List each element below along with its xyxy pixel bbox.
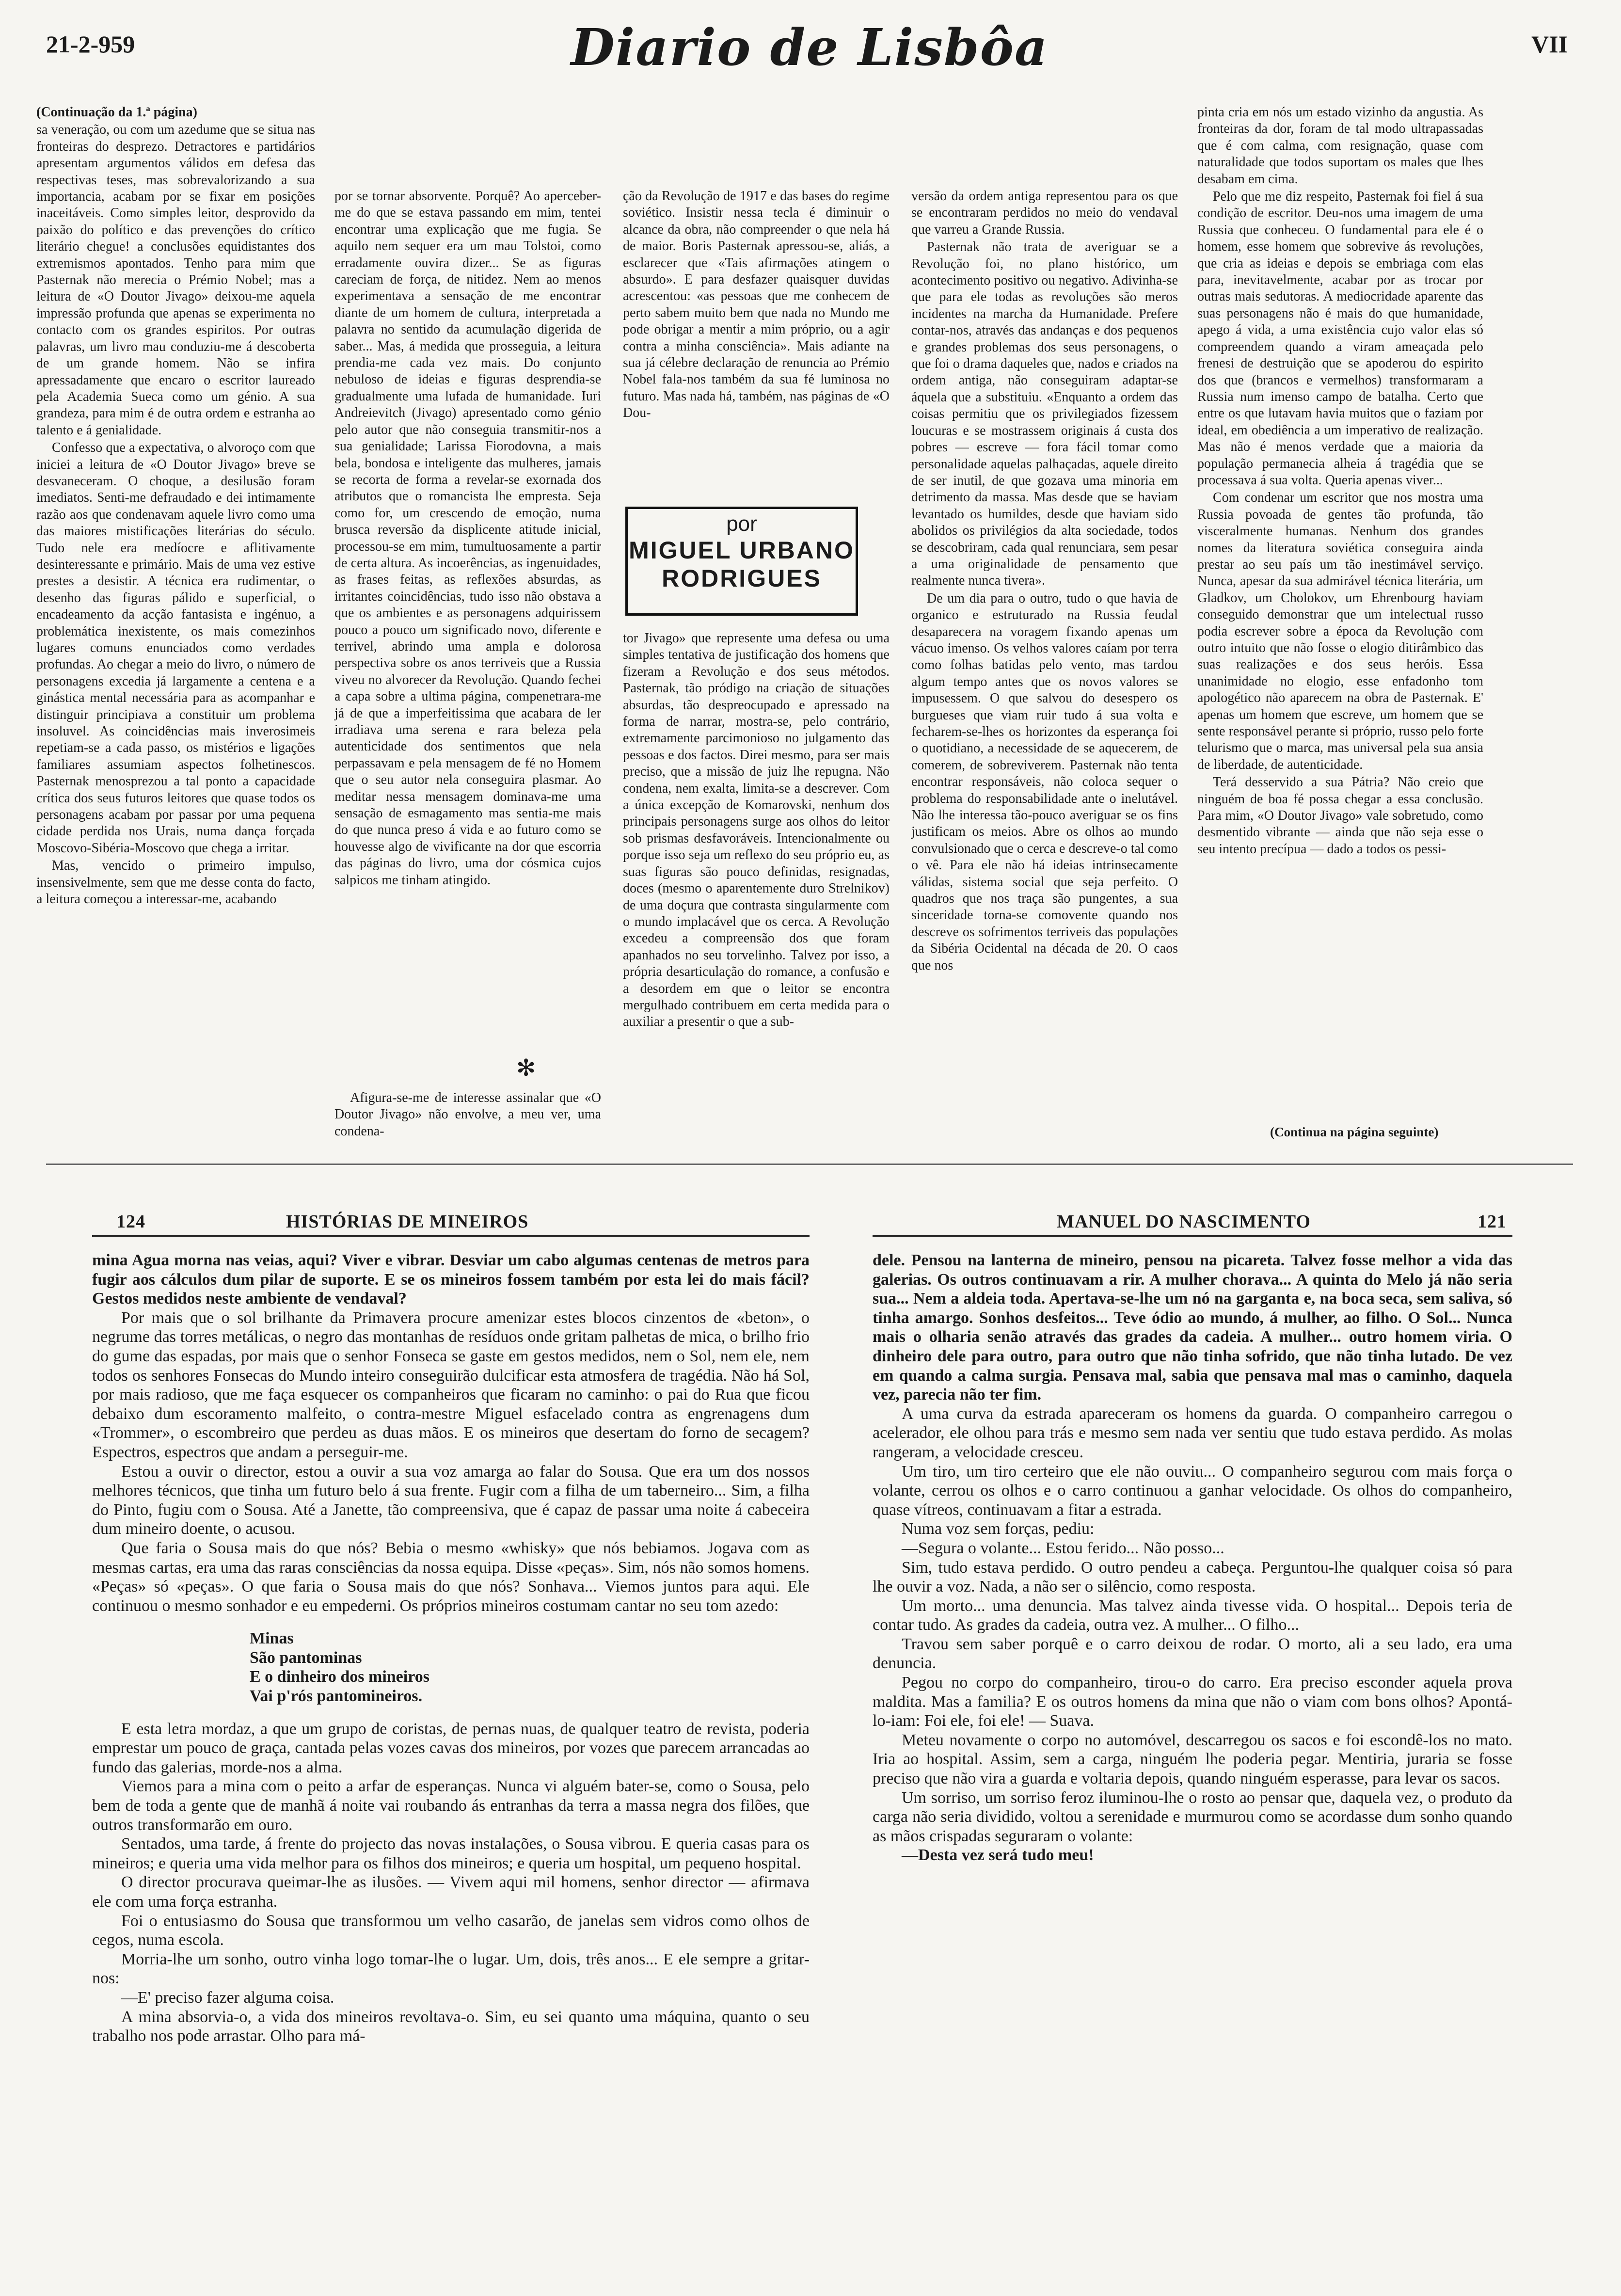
book-left-page-number: 124 (116, 1212, 145, 1232)
book-paragraph: —Desta vez será tudo meu! (902, 1846, 1094, 1865)
book-left-running-title: HISTÓRIAS DE MINEIROS (286, 1212, 529, 1232)
article-paragraph: versão da ordem antiga representou para os que se encontraram perdidos no meio do vendaval que varreu a Grande Russia. (911, 189, 1178, 237)
poem-stanza (250, 1629, 810, 1706)
bleed-through-ghost (334, 99, 1086, 172)
book-paragraph: A uma curva da estrada apareceram os homens da guarda. O companheiro carregou o acelerador, ele olhou para trás e mesmo sem nada ver sentiu que tudo estava perdido. As molas rangeram, a velocidade cresceu. (873, 1404, 1512, 1461)
book-right-page-number: 121 (1478, 1212, 1507, 1232)
book-paragraph: —E' preciso fazer alguma coisa. (121, 1988, 334, 2007)
book-right-running-title: MANUEL DO NASCIMENTO (1057, 1212, 1311, 1232)
book-paragraph: Sim, tudo estava perdido. O outro pendeu a cabeça. Perguntou-lhe qualquer coisa só para lhe ouvir a voz. Nada, a não ser o silêncio, como resposta. (873, 1558, 1512, 1596)
article-column-1 (36, 104, 315, 909)
poem-line: Vai p'rós pantomineiros. (250, 1687, 423, 1706)
byline-name-1: MIGUEL URBANO (629, 537, 855, 564)
article-paragraph: Confesso que a expectativa, o alvoroço com que iniciei a leitura de «O Doutor Jivago» breve se desvaneceram. O choque, a desilusão foram imediatos. Senti-me defraudado e dei intimamente razão aos que condenavam aquele livro como uma das maiores mistificações literárias do século. Tudo nele era medíocre e aflitivamente desinteressante e primário. Mais de uma vez estive prestes a desistir. A técnica era rudimentar, o desenho das figuras pálido e superficial, o encadeamento da acção fantasista e ingénuo, a problemática inexistente, os mais comezinhos lugares comuns enunciados como verdades profundas. Ao chegar a meio do livro, o número de personagens excedia já largamente a centena e a ginástica mental necessária para as acompanhar e distinguir principiava a constituir um problema insoluvel. As coincidências mais inverosimeis repetiam-se a cada passo, os mistérios e ligações familiares assumiam aspectos folhetinescos. Pasternak menosprezou a tal ponto a capacidade crítica dos seus futuros leitores que quase todos os personagens acabam por passar por uma pequena cidade perdida nos Urais, numa dança forçada Moscovo-Sibéria-Moscovo que chega a irritar. (36, 440, 315, 856)
book-paragraph: Um sorriso, um sorriso feroz iluminou-lhe o rosto ao pensar que, daquela vez, o produto da carga não seria dividido, voltou a serenidade e murmurou como se acordasse dum sonho quando as mãos crispadas seguraram o volante: (873, 1788, 1512, 1845)
poem-line: Minas (250, 1629, 294, 1648)
article-paragraph: De um dia para o outro, tudo o que havia de organico e estruturado na Russia feudal desaparecera na voragem fixando apenas um vácuo imenso. Os velhos valores caíam por terra como folhas batidas pelo vento, mas tardou algum tempo antes que os novos valores se impusessem. O que salvou do desespero os burgueses que viam ruir tudo á sua volta e fecharem-se-lhes os horizontes da esperança foi o quotidiano, a necessidade de se aquecerem, de comerem, de sobreviverem. Pasternak não tenta encontrar responsáveis, não coloca sequer o problema do responsabilidade ante o inelutável. Não lhe interessa tão-pouco averiguar se os fins justificam os meios. Abre os olhos ao mundo convulsionado que o cerca e descreve-o tal como o vê. Para ele não há ideias intrinsecamente válidas, sistema social que seja perfeito. O quadros que nos traça são pungentes, a sua sinceridade torna-se comovente quando nos descreve os sofrimentos terriveis das populações da Sibéria Ocidental na década de 20. O caos que nos (911, 590, 1178, 973)
book-paragraph: Que faria o Sousa mais do que nós? Bebia o mesmo «whisky» que nós bebiamos. Jogava com as mesmas cartas, era uma das raras consciências da nossa equipa. Disse «peças». Sim, nós não somos homens. «Peças» só «peças». O que faria o Sousa mais do que nós? Sonhava... Viemos juntos para aqui. Ele continuou o mesmo sonhador e eu empederni. Os próprios mineiros costumam cantar no seu tom azedo: (92, 1539, 810, 1615)
book-paragraph: —Segura o volante... Estou ferido... Não posso... (902, 1539, 1224, 1557)
poem-line: São pantominas (250, 1648, 362, 1667)
book-paragraph: Estou a ouvir o director, estou a ouvir a sua voz amarga ao falar do Sousa. Que era um dos nossos melhores técnicos, que tinha um futuro belo á sua frente. Fugir com a filha de um taberneiro... Sim, a filha do Pinto, fugiu com o Sousa. Até a Janette, tão compreensiva, que é capaz de passar uma noite á cabeceira dum mineiro doente, o acusou. (92, 1462, 810, 1538)
book-paragraph: E esta letra mordaz, a que um grupo de coristas, de pernas nuas, de qualquer teatro de revista, poderia emprestar um pouco de graça, cantada pelas vozes cavas dos mineiros, por vozes que parecem arrancadas ao fundo das galerias, morde-nos a alma. (92, 1720, 810, 1776)
book-left-rule (92, 1235, 810, 1237)
book-paragraph: Um morto... uma denuncia. Mas talvez ainda tivesse vida. O hospital... Depois teria de contar tudo. As grades da cadeia, outra vez. A mulher... O filho... (873, 1596, 1512, 1634)
article-paragraph: ção da Revolução de 1917 e das bases do regime soviético. Insistir nessa tecla é diminuir o alcance da obra, não compreender o que nela há de maior. Boris Pasternak apressou-se, aliás, a esclarecer que «Tais afirmações atingem o absurdo». E para desfazer quaisquer duvidas acrescentou: «as pessoas que me conhecem de perto sabem muito bem que nada no Mundo me pode obrigar a mentir a mim próprio, ou a agir contra a minha consciência». Mais adiante na sua já célebre declaração de renuncia ao Prémio Nobel fala-nos também da sua fé luminosa no futuro. Mas nada há, também, nas páginas de «O Dou- (623, 189, 890, 421)
article-column-3a (623, 188, 890, 423)
continuation-note: (Continuação da 1.ª página) (36, 105, 198, 120)
book-paragraph: dele. Pensou na lanterna de mineiro, pensou na picareta. Talvez fosse melhor a vida das galerias. Os outros continuavam a rir. A mulher chorava... A quinta do Melo já não seria sua... Nem a aldeia toda. Apertava-se-lhe um nó na garganta e, na boca seca, sem saliva, só tinha amargo. Sonhos desfeitos... Teve ódio ao mundo, á mulher, ao filho. O Sol... Nunca mais o olharia senão através das grades da cadeia. A mulher... outro homem viria. O dinheiro dele para outro, para outro que não tinha sofrido, que não tinha lutado. De vez em quando a calma surgia. Pensava mal, sabia que pensava mal mas o caminho, daquela vez, parecia não ter fim. (873, 1251, 1512, 1404)
book-paragraph: Por mais que o sol brilhante da Primavera procure amenizar estes blocos cinzentos de «beton», o negrume das torres metálicas, o negro das montanhas de resíduos onde gritam palhetas de mica, o brilho frio do gume das espadas, por mais que o senhor Fonseca se gaste em gestos medidos, nem o Sol, nem ele, nem todos os senhores Fonsecas do Mundo inteiro conseguirão dulcificar esta atmosfera de tragédia. Não há Sol, por mais radioso, que me faça esquecer os companheiros que ficaram no caminho: o pai do Rua que ficou debaixo dum escoramento malfeito, o contra-mestre Miguel esfacelado contra as engrenagens dum «Trommer», o escombreiro que perdeu as duas mãos. E os mineiros que desertam do forno de secagem? Espectros, espectros que andam a perseguir-me. (92, 1308, 810, 1461)
section-divider (46, 1164, 1573, 1165)
newspaper-masthead: Diario de Lisbôa (571, 17, 1049, 77)
article-paragraph: Pelo que me diz respeito, Pasternak foi fiel á sua condição de escritor. Deu-nos uma imagem de uma Russia que conheceu. O fundamental para ele é o homem, esse homem que sobrevive ás revoluções, que cria as ideias e depois se embriaga com elas para, inevitavelmente, acabar por as trocar por outras mais sedutoras. A mediocridade aparente das suas personagens não é mais do que humanidade, apego á vida, a uma existência cujo valor elas só compreendem quando a viram ameaçada pelo frenesi de destruição que se apoderou do espirito dos que (brancos e vermelhos) transformaram a Russia num imenso campo de batalha. Certo que entre os que lutavam havia muitos que o faziam por ideal, em obediência a um imperativo de realização. Mas não é menos verdade que a maioria da população permanecia alheia á tragédia que se processava á sua volta. Queria apenas viver... (1197, 189, 1483, 488)
issue-date: 21-2-959 (46, 31, 135, 58)
book-paragraph: Pegou no corpo do companheiro, tirou-o do carro. Era preciso esconder aquela prova maldita. Mas a familia? E os outros homens da mina que não o viam com bons olhos? Apontá-lo-iam: Foi ele, foi ele! — Suava. (873, 1674, 1512, 1730)
byline-por: por (726, 512, 757, 536)
article-paragraph: Afigura-se-me de interesse assinalar que «O Doutor Jivago» não envolve, a meu ver, uma condena- (334, 1090, 601, 1139)
article-paragraph: tor Jivago» que represente uma defesa ou uma simples tentativa de justificação dos homens que fizeram a Revolução e dos seus métodos. Pasternak, tão pródigo na criação de situações absurdas, tão despreocupado e apressado na forma de narrar, mostra-se, pelo contrário, extremamente parcimonioso no julgamento das pessoas e dos factos. Direi mesmo, para ser mais preciso, que a missão de juiz lhe repugna. Não condena, nem exalta, limita-se a descrever. Com a única excepção de Komarovski, nenhum dos principais personagens surge aos olhos do leitor sob prismas desfavoráveis. Intencionalmente ou porque isso seja um reflexo do seu próprio eu, as suas figuras são pouco definidas, resignadas, doces (mesmo o aparentemente duro Strelnikov) de uma doçura que contrasta singularmente com o mundo implacável que os cerca. A Revolução excedeu a compreensão dos que foram apanhados no seu torvelinho. Talvez por isso, a própria desarticulação do romance, a confusão e a desordem em que o leitor se encontra mergulhado contribuem em certa medida para o auxiliar a presentir o que a sub- (623, 631, 890, 1030)
book-paragraph: mina Agua morna nas veias, aqui? Viver e vibrar. Desviar um cabo algumas centenas de metros para fugir aos cálculos dum pilar de suporte. E se os mineiros fossem também por esta lei do mais fácil? Gestos medidos neste ambiente de vendaval? (92, 1251, 810, 1308)
article-column-5 (1197, 104, 1483, 859)
book-paragraph: Sentados, uma tarde, á frente do projecto das novas instalações, o Sousa vibrou. E queria casas para os mineiros; e queria uma vida melhor para os filhos dos mineiros; e queria um hospital, um pequeno hospital. (92, 1835, 810, 1872)
article-column-2b (334, 1090, 601, 1141)
poem-line: E o dinheiro dos mineiros (250, 1668, 429, 1686)
book-paragraph: Um tiro, um tiro certeiro que ele não ouviu... O companheiro segurou com mais força o volante, cerrou os olhos e o carro continuou a ganhar velocidade. Os olhos do companheiro, quase vítreos, continuavam a fitar a estrada. (873, 1462, 1512, 1519)
book-paragraph: A mina absorvia-o, a vida dos mineiros revoltava-o. Sim, eu sei quanto uma máquina, quanto o seu trabalho nos pode arrastar. Olho para má- (92, 2008, 810, 2045)
article-paragraph: Terá desservido a sua Pátria? Não creio que ninguém de boa fé possa chegar a essa conclusão. Para mim, «O Doutor Jivago» vale sobretudo, como desmentido vibrante — ainda que não seja esse o seu intento precípua — dado a todos os pessi- (1197, 775, 1483, 857)
section-asterisk: ✻ (516, 1055, 536, 1081)
article-paragraph: Com condenar um escritor que nos mostra uma Russia povoada de gentes tão profunda, tão visceralmente humanas. Nenhum dos grandes nomes da literatura soviética conseguira ainda prestar ao seu país um tão inestimável serviço. Nunca, apesar da sua admirável técnica literária, um Gladkov, um Cholokov, um Ehrenbourg haviam conseguido demonstrar que um intelectual russo podia escrever sobre a época da Revolução com outro intuito que não fosse o elogio ditirâmbico das suas realizações e dos seus heróis. Essa unanimidade no elogio, esse enfadonho tom apologético não aparecem na obra de Pasternak. E' apenas um homem que escreve, um homem que se sente responsável perante si próprio, russo pelo forte telurismo que o marca, mas universal pela sua ansia de liberdade, de autenticidade. (1197, 490, 1483, 772)
article-paragraph: Pasternak não trata de averiguar se a Revolução foi, no plano histórico, um acontecimento positivo ou negativo. Adivinha-se que para ele todas as revoluções são meros incidentes na marcha da Humanidade. Prefere contar-nos, através das andanças e dos pequenos e grandes problemas dos seus personagens, o que foi o drama daqueles que, nados e criados na ordem antiga, não conseguiram adaptar-se áquela que a substituiu. «Enquanto a ordem das coisas permitiu que os privilegiados fizessem loucuras e se mostrassem originais á custa dos pobres — escreve — fora fácil tomar como personalidade aquelas palhaçadas, aquele direito de ser inutil, de que gozava uma minoria em detrimento da massa. Mas desde que se haviam levantado os humildes, desde que haviam sido abolidos os privilégios da alta sociedade, todos se descobriram, cada qual renunciara, sem pesar a uma originalidade de pensamento que realmente nunca tivera». (911, 239, 1178, 589)
page-number: VII (1531, 31, 1568, 58)
book-paragraph: Morria-lhe um sonho, outro vinha logo tomar-lhe o lugar. Um, dois, três anos... E ele sempre a gritar-nos: (92, 1950, 810, 1988)
author-byline-box (625, 507, 858, 616)
book-paragraph: Viemos para a mina com o peito a arfar de esperanças. Nunca vi alguém bater-se, como o Sousa, pelo bem de toda a gente que de manhã á noite vai roubando ás entranhas da terra a massa negra dos filões, que outros transformarão em ouro. (92, 1777, 810, 1834)
article-paragraph: por se tornar absorvente. Porquê? Ao aperceber-me do que se estava passando em mim, tentei encontrar uma explicação que me fugia. Se aquilo nem sequer era um mau Tolstoi, como erradamente ouvira dizer... Se as figuras careciam de força, de nitidez. Nem ao menos experimentava a sensação de me encontrar diante de um homem de cultura, interpretada a palavra no sentido da acumulação digerida de saber... Mas, á medida que prosseguia, a leitura prendia-me cada vez mais. Do conjunto nebuloso de ideias e figuras desprendia-se gradualmente uma lufada de humanidade. Iuri Andreievitch (Jivago) apresentado como génio pelo autor que não conseguia transmitir-nos a sua genialidade; Larissa Fiorodovna, a mais bela, bondosa e inteligente das mulheres, jamais se recorta de forma a revelar-se exornada dos atributos que o romancista lhe empresta. Seja como for, um crescendo de emoção, numa brusca reversão da displicente atitude inicial, processou-se em mim, tumultuosamente a partir de certa altura. As incoerências, as ingenuidades, as frases feitas, as reflexões absurdas, as irritantes coincidências, tudo isso não obstava a que os ambientes e as personagens adquirissem pouco a pouco um significado novo, diferente e terrivel, abrindo uma ampla e dolorosa perspectiva sobre os anos terriveis que a Russia viveu no alvorecer da Revolução. Quando fechei a capa sobre a ultima página, compenetrara-me já de que a imperfeitissima que acabara de ler irradiava uma serena e rara beleza pela autenticidade dos sentimentos que nela perpassavam e pela mensagem de fé no Homem que o seu autor nela conseguira plasmar. Ao meditar nessa mensagem dominava-me uma sensação de esmagamento mas sentia-me mais do que nunca preso á vida e ao futuro como se houvesse algo de vivificante na dor que escorria das páginas do livro, uma dor cósmica cujos salpicos me tinham atingido. (334, 189, 601, 888)
book-paragraph: Meteu novamente o corpo no automóvel, descarregou os sacos e foi escondê-los no mato. Iria ao hospital. Assim, sem a carga, ninguém lhe poderia pegar. Mentiria, juraria se fosse preciso que não vira a guarda e voltaria depois, quando ninguém esperasse, para levar os sacos. (873, 1731, 1512, 1788)
continues-note: (Continua na página seguinte) (1270, 1125, 1439, 1139)
article-paragraph: Mas, vencido o primeiro impulso, insensivelmente, sem que me desse conta do facto, a leitura começou a interessar-me, acabando (36, 858, 315, 907)
article-column-3b (623, 630, 890, 1032)
article-column-4 (911, 188, 1178, 975)
book-right-page-text (873, 1251, 1512, 1865)
article-paragraph: pinta cria em nós um estado vizinho da angustia. As fronteiras da dor, foram de tal modo ultrapassadas que é com calma, com resignação, quase com naturalidade que todos suportam os males que lhes desabam em cima. (1197, 105, 1483, 187)
article-paragraph: sa veneração, ou com um azedume que se situa nas fronteiras do desprezo. Detractores e partidários apresentam argumentos válidos em defesa das respectivas teses, mas sobrevalorizando a sua importancia, acabam por se fixar em posições inaceitáveis. Como simples leitor, desprovido da paixão do político e das prevenções do crítico literário chegue! a conclusões equidistantes dos extremismos apontados. Tenho para mim que Pasternak não merecia o Prémio Nobel; mas a leitura de «O Doutor Jivago» deixou-me aquela impressão profunda que apenas se experimenta no contacto com os grandes espiritos. Por outras palavras, um livro mau conduziu-me á descoberta de um grande homem. Não se infira apressadamente que encaro o escritor laureado pela Academia Sueca como um génio. A sua grandeza, para mim é de outra ordem e estranha ao talento e á genialidade. (36, 122, 315, 438)
book-paragraph: Travou sem saber porquê e o carro deixou de rodar. O morto, ali a seu lado, era uma denuncia. (873, 1635, 1512, 1673)
book-paragraph: Numa voz sem forças, pediu: (902, 1520, 1095, 1538)
book-paragraph: Foi o entusiasmo do Sousa que transformou um velho casarão, de janelas sem vidros como olhos de cegos, numa escola. (92, 1912, 810, 1949)
book-paragraph: O director procurava queimar-lhe as ilusões. — Vivem aqui mil homens, senhor director — afirmava ele com uma força estranha. (92, 1873, 810, 1911)
book-right-rule (873, 1235, 1512, 1237)
book-left-page-text (92, 1251, 810, 2046)
byline-name-2: RODRIGUES (662, 565, 822, 592)
article-column-2 (334, 188, 601, 890)
